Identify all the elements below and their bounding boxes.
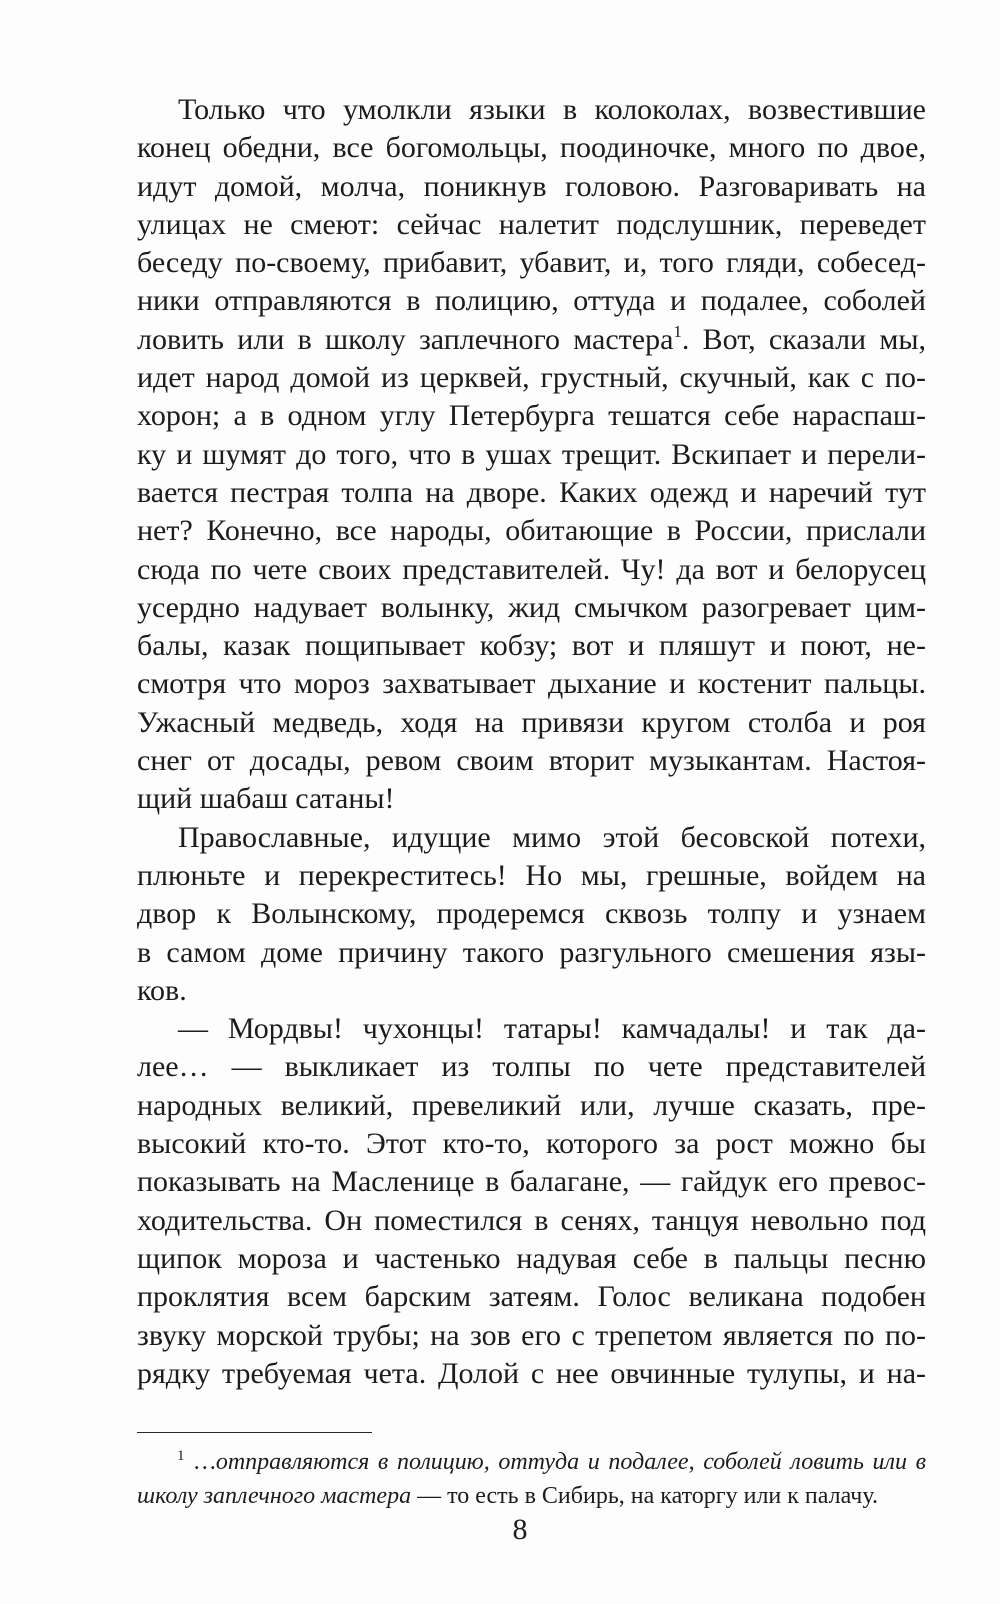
text-line: смотря что мороз захватывает дыхание и костенит пальцы. xyxy=(137,667,926,701)
text-fragment: . Вот, сказали мы, xyxy=(681,322,926,356)
text-line: плюньте и перекреститесь! Но мы, грешные, войдем на xyxy=(137,858,926,892)
text-line: ходительства. Он поместился в сенях, танцуя невольно под xyxy=(137,1203,926,1237)
text-line: снег от досады, ревом своим вторит музыкантам. Настоя- xyxy=(137,744,926,778)
text-line: в самом доме причину такого разгульного смешения язы- xyxy=(137,935,926,969)
text-line: идут домой, молча, поникнув головою. Разговаривать на xyxy=(137,169,926,203)
text-line: улицах не смеют: сейчас налетит подслушник, переведет xyxy=(137,207,926,241)
text-line: Ужасный медведь, ходя на привязи кругом столба и роя xyxy=(137,705,926,739)
text-line: народных великий, превеликий или, лучше сказать, пре- xyxy=(137,1088,926,1122)
text-line: ков. xyxy=(137,973,187,1007)
page-number: 8 xyxy=(512,1513,528,1546)
text-line: высокий кто-то. Этот кто-то, которого за рост можно бы xyxy=(137,1127,926,1161)
text-line: лее… — выкликает из толпы по чете представителей xyxy=(137,1050,926,1084)
text-line: балы, казак пощипывает кобзу; вот и пляшут и поют, не- xyxy=(137,629,926,663)
footnote-reference: 1 xyxy=(673,321,682,341)
text-line: усердно надувает волынку, жид смычком разогревает цим- xyxy=(137,590,926,624)
text-line: ники отправляются в полицию, оттуда и подалее, соболей xyxy=(137,284,926,318)
text-line: показывать на Масленице в балагане, — гайдук его превос- xyxy=(137,1165,926,1199)
text-line: конец обедни, все богомольцы, поодиночке, много по двое, xyxy=(137,131,926,165)
text-line: Православные, идущие мимо этой бесовской потехи, xyxy=(178,820,926,854)
text-line: беседу по-своему, прибавит, убавит, и, того гляди, собесед- xyxy=(137,246,926,280)
footnote-line xyxy=(137,1479,926,1513)
text-line: нет? Конечно, все народы, обитающие в России, прислали xyxy=(137,514,926,548)
text-line xyxy=(137,321,926,359)
text-line: щий шабаш сатаны! xyxy=(137,782,395,816)
text-line: ку и шумят до того, что в ушах трещит. Вскипает и перели- xyxy=(137,437,926,471)
text-line: рядку требуемая чета. Долой с нее овчинные тулупы, и на- xyxy=(137,1356,926,1390)
text-line: Только что умолкли языки в колоколах, возвестившие xyxy=(178,93,926,126)
text-line: хорон; а в одном углу Петербурга тешатся себе нараспаш- xyxy=(137,399,926,433)
footnote-italic-text: …отправляются в полицию, оттуда и подалее, соболей ловить или в xyxy=(194,1449,926,1475)
text-line: вается пестрая толпа на дворе. Каких одежд и наречий тут xyxy=(137,475,926,509)
footnote-divider xyxy=(137,1432,372,1433)
footnote-text: — то есть в Сибирь, на каторгу или к палачу. xyxy=(411,1483,878,1509)
text-line: двор к Волынскому, продеремся сквозь толпу и узнаем xyxy=(137,897,926,931)
footnote-italic-text: школу заплечного мастера xyxy=(137,1483,412,1509)
text-line: проклятия всем барским затеям. Голос великана подобен xyxy=(137,1280,926,1314)
footnote-line xyxy=(137,1445,926,1479)
footnote-marker: 1 xyxy=(177,1448,185,1464)
text-line: идет народ домой из церквей, грустный, скучный, как с по- xyxy=(137,361,926,395)
text-line: щипок мороза и частенько надувая себе в пальцы песню xyxy=(137,1241,926,1275)
text-line: сюда по чете своих представителей. Чу! да вот и белорусец xyxy=(137,552,926,586)
footnote xyxy=(137,1445,926,1513)
text-line: звуку морской трубы; на зов его с трепетом является по по- xyxy=(137,1318,926,1352)
main-text xyxy=(137,91,926,1393)
text-fragment: ловить или в школу заплечного мастера xyxy=(137,322,674,356)
text-line: — Мордвы! чухонцы! татары! камчадалы! и так да- xyxy=(178,1012,926,1046)
